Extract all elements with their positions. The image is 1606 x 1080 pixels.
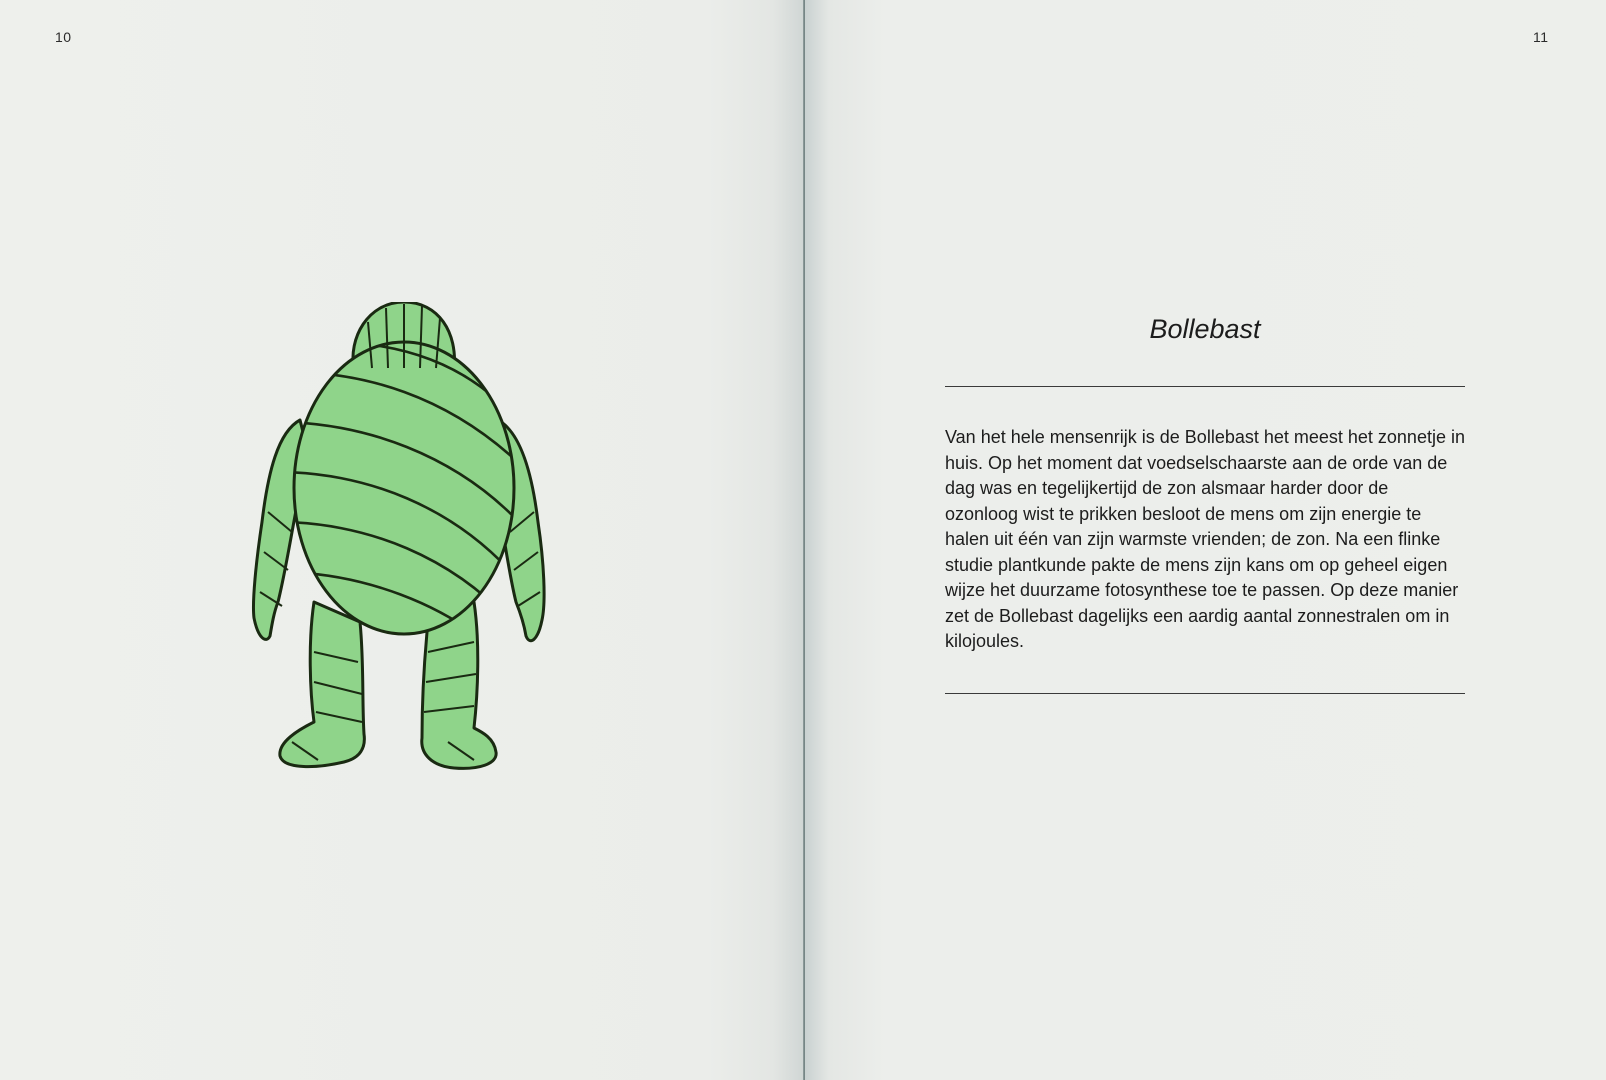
page-number-right: 11 — [1533, 29, 1549, 45]
green-creature-illustration — [248, 302, 554, 786]
right-page — [805, 0, 1606, 1080]
creature-description: Van het hele mensenrijk is de Bollebast het meest het zonnetje in huis. Op het moment dat voedselschaarste aan de orde van de dag was en tegelijkertijd de zon alsmaar harder door de ozonloog wist te prikken besloot de mens om zijn energie te halen uit één van zijn warmste vrienden; de zon. Na een flinke studie plantkunde pakte de mens zijn kans om op geheel eigen wijze het duurzame fotosynthese toe te passen. Op deze manier zet de Bollebast dagelijks een aardig aantal zonnestralen om in kilojoules. — [945, 427, 1465, 651]
bottom-divider — [945, 693, 1465, 694]
page-number-left: 10 — [55, 29, 72, 45]
top-divider — [945, 386, 1465, 387]
creature-title: Bollebast — [1149, 314, 1261, 344]
